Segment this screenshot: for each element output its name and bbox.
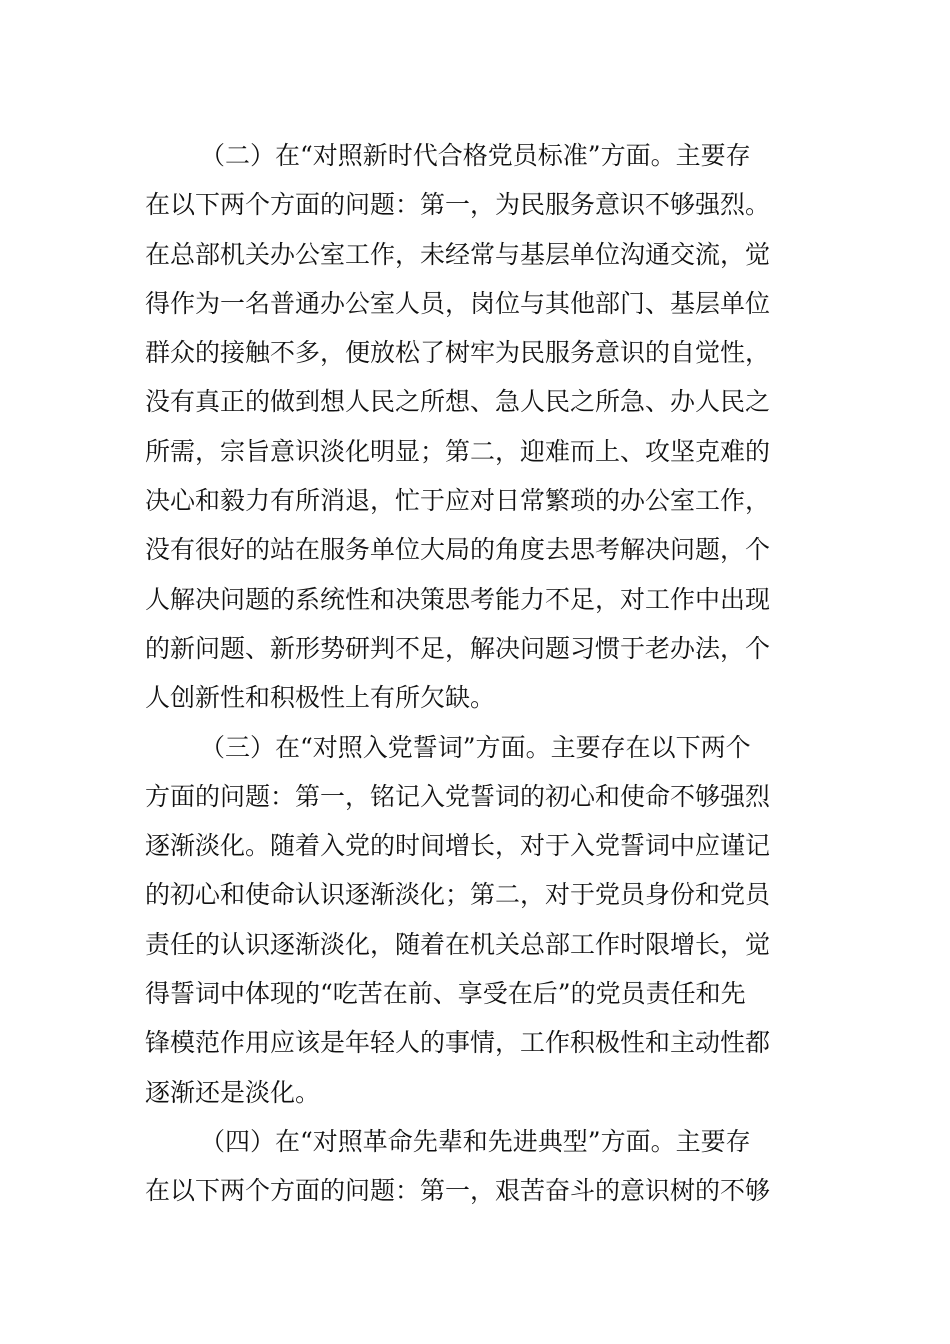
text-line: 锋模范作用应该是年轻人的事情，工作积极性和主动性都 [145, 1028, 771, 1058]
text-line: 责任的认识逐渐淡化，随着在机关总部工作时限增长，觉 [145, 929, 771, 959]
text-line: 逐渐淡化。随着入党的时间增长，对于入党誓词中应谨记 [145, 831, 771, 861]
text-line: 在总部机关办公室工作，未经常与基层单位沟通交流，觉 [145, 239, 771, 269]
text-line: （二）在“对照新时代合格党员标准”方面。主要存 [200, 141, 751, 170]
text-line: 得誓词中体现的“吃苦在前、享受在后”的党员责任和先 [145, 979, 746, 1009]
text-line: 人创新性和积极性上有所欠缺。 [145, 683, 496, 713]
text-line: 没有真正的做到想人民之所想、急人民之所急、办人民之 [145, 387, 771, 417]
paragraph-section-3 [145, 723, 805, 1117]
text-line: 所需，宗旨意识淡化明显；第二，迎难而上、攻坚克难的 [145, 436, 771, 466]
paragraph-section-4 [145, 1117, 805, 1216]
text-line: 人解决问题的系统性和决策思考能力不足，对工作中出现 [145, 584, 771, 614]
text-line: （三）在“对照入党誓词”方面。主要存在以下两个 [200, 732, 751, 762]
text-line: 没有很好的站在服务单位大局的角度去思考解决问题，个 [145, 535, 771, 565]
text-line: （四）在“对照革命先辈和先进典型”方面。主要存 [200, 1126, 751, 1156]
document-body [145, 131, 805, 1216]
text-line: 群众的接触不多，便放松了树牢为民服务意识的自觉性， [145, 338, 771, 368]
text-line: 的初心和使命认识逐渐淡化；第二，对于党员身份和党员 [145, 880, 771, 910]
paragraph-section-2 [145, 131, 805, 723]
text-line: 在以下两个方面的问题：第一，为民服务意识不够强烈。 [145, 190, 771, 220]
text-line: 决心和毅力有所消退，忙于应对日常繁琐的办公室工作， [145, 486, 771, 516]
text-line: 在以下两个方面的问题：第一，艰苦奋斗的意识树的不够 [145, 1176, 771, 1206]
text-line: 方面的问题：第一，铭记入党誓词的初心和使命不够强烈 [145, 781, 771, 811]
text-line: 得作为一名普通办公室人员，岗位与其他部门、基层单位 [145, 288, 771, 318]
text-line: 逐渐还是淡化。 [145, 1077, 321, 1107]
text-line: 的新问题、新形势研判不足，解决问题习惯于老办法，个 [145, 633, 771, 663]
